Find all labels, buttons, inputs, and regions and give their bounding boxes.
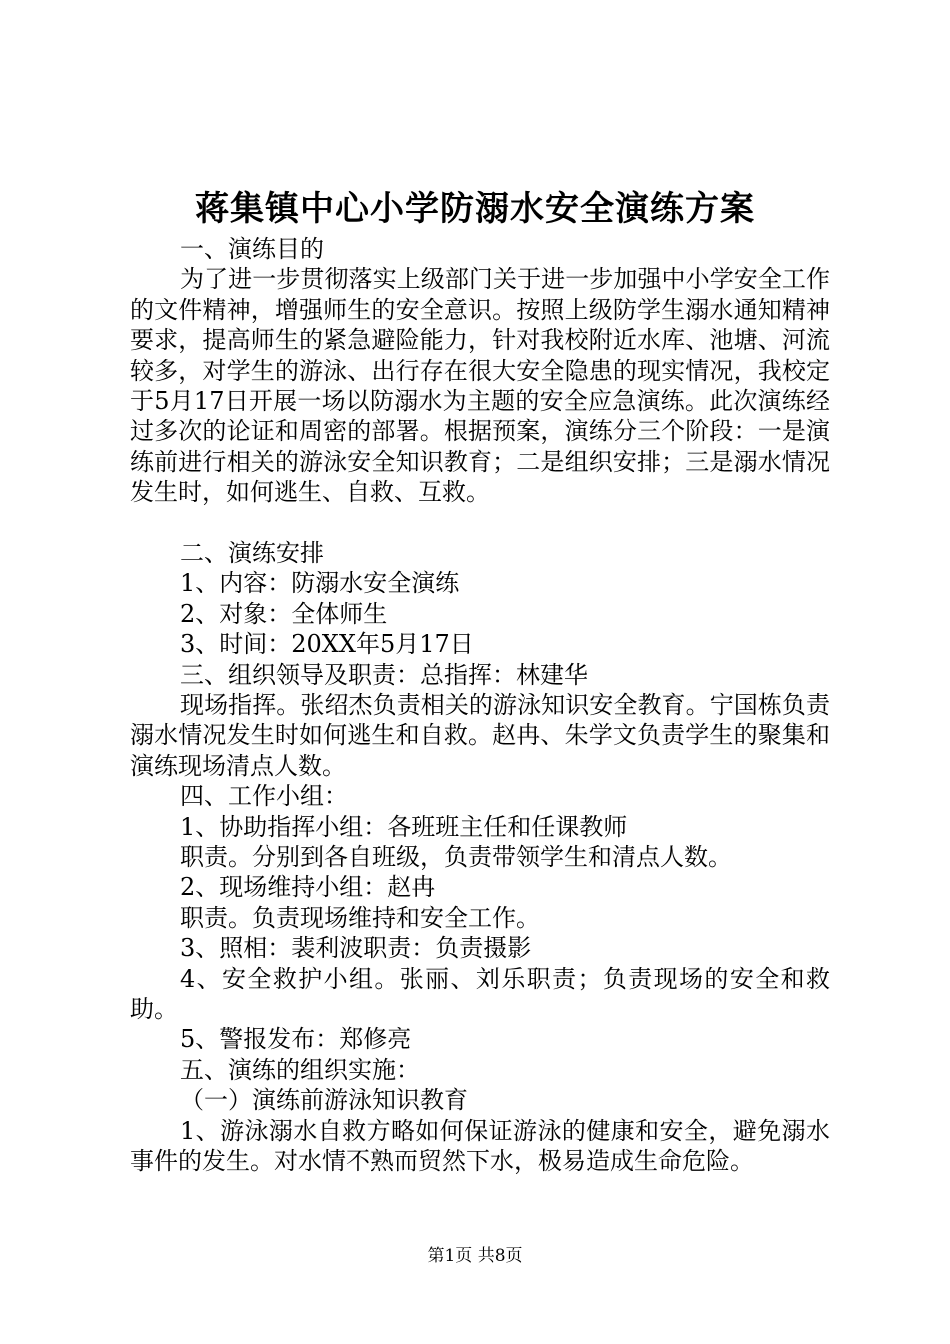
list-item-duty: 职责。分别到各自班级，负责带领学生和清点人数。 [180, 842, 732, 871]
list-item: 2、现场维持小组：赵冉 [180, 873, 436, 902]
list-item: 3、照相：裴利波职责：负责摄影 [180, 934, 532, 963]
paragraph-leadership: 现场指挥。张绍杰负责相关的游泳知识安全教育。宁国栋负责溺水情况发生时如何逃生和自救。赵冉、朱学文负责学生的聚集和演练现场清点人数。 [130, 690, 830, 780]
section-heading-3: 三、组织领导及职责：总指挥：林建华 [180, 660, 588, 689]
paragraph-swimming-safety: 1、游泳溺水自救方略如何保证游泳的健康和安全，避免溺水事件的发生。对水情不熟而贸然下水，极易造成生命危险。 [130, 1116, 830, 1175]
document-title: 蒋集镇中心小学防溺水安全演练方案 [195, 189, 755, 229]
list-item: 1、协助指挥小组：各班班主任和任课教师 [180, 812, 628, 841]
list-item: 2、对象：全体师生 [180, 599, 388, 628]
sub-heading: （一）演练前游泳知识教育 [180, 1086, 468, 1115]
list-item: 3、时间：20XX年5月17日 [180, 630, 474, 659]
section-heading-4: 四、工作小组： [180, 782, 348, 811]
section-heading-1: 一、演练目的 [180, 235, 324, 263]
paragraph-purpose: 为了进一步贯彻落实上级部门关于进一步加强中小学安全工作的文件精神，增强师生的安全意识。按照上级防学生溺水通知精神要求，提高师生的紧急避险能力，针对我校附近水库、池塘、河流较多，对学生的游泳、出行存在很大安全隐患的现实情况，我校定于5月17日开展一场以防溺水为主题的安全应急演练。此次演练经过多次的论证和周密的部署。根据预案，演练分三个阶段：一是演练前进行相关的游泳安全知识教育；二是组织安排；三是溺水情况发生时，如何逃生、自救、互救。 [130, 265, 830, 507]
list-item: 5、警报发布：郑修亮 [180, 1025, 412, 1054]
list-item: 1、内容：防溺水安全演练 [180, 569, 460, 598]
section-heading-5: 五、演练的组织实施： [180, 1055, 420, 1084]
blank-line [130, 508, 830, 538]
list-item-duty: 职责。负责现场维持和安全工作。 [180, 903, 540, 932]
document-body [130, 234, 830, 1176]
page-number: 第1页 共8页 [427, 1246, 523, 1266]
list-item: 4、安全救护小组。张丽、刘乐职责；负责现场的安全和救助。 [130, 964, 830, 1023]
section-heading-2: 二、演练安排 [180, 539, 324, 568]
